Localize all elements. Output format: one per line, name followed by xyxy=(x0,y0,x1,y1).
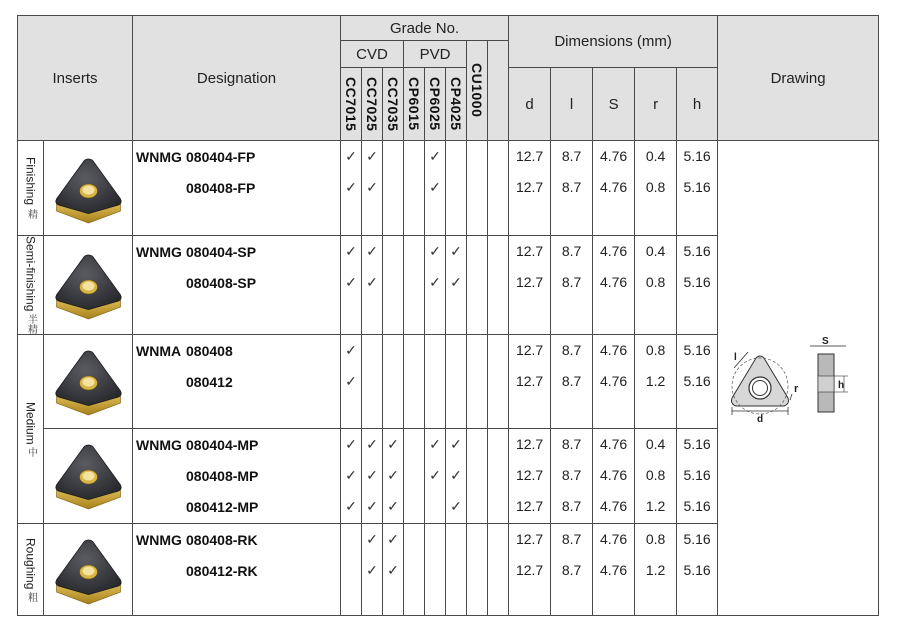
dim-value-s: 4.76 xyxy=(599,179,628,195)
grade-no-header: Grade No. xyxy=(341,16,509,41)
dim-value-l: 8.7 xyxy=(561,342,582,359)
dim-value-s: 4.76 xyxy=(599,531,628,548)
grade-check xyxy=(467,460,487,491)
dim-cell xyxy=(635,335,677,429)
grade-cell xyxy=(446,524,467,616)
category-roughing: Roughing粗 xyxy=(18,524,44,616)
grade-check xyxy=(488,524,508,555)
dim-value-d: 12.7 xyxy=(515,467,544,484)
dim-value-l: 8.7 xyxy=(561,531,582,548)
grade-cell xyxy=(467,335,488,429)
dim-cell xyxy=(509,236,551,335)
grade-cell xyxy=(467,524,488,616)
dim-value-r: 0.8 xyxy=(645,467,666,484)
grade-check xyxy=(467,236,487,267)
grade-cell xyxy=(488,429,509,524)
grade-check: ✓ xyxy=(345,436,357,453)
grade-check: ✓ xyxy=(345,148,357,164)
insert-image-medium-mp xyxy=(44,429,133,524)
inserts-table xyxy=(17,15,879,616)
grade-check: ✓ xyxy=(429,243,441,259)
grade-check xyxy=(488,172,508,203)
grade-cell xyxy=(404,335,425,429)
grade-cc7035-header: CC7035 xyxy=(383,68,404,141)
grade-check: ✓ xyxy=(387,436,399,453)
dim-cell xyxy=(593,524,635,616)
grade-check: ✓ xyxy=(387,498,399,515)
dim-cell xyxy=(509,429,551,524)
designation-header: Designation xyxy=(133,16,341,141)
grade-check xyxy=(467,429,487,460)
grade-check: ✓ xyxy=(387,562,399,579)
grade-cell xyxy=(446,141,467,236)
dim-value-h: 5.16 xyxy=(683,436,711,453)
grade-cell xyxy=(425,236,446,335)
grade-check xyxy=(446,172,466,203)
grade-cell xyxy=(362,141,383,236)
grade-check: ✓ xyxy=(345,243,357,259)
grade-check xyxy=(488,491,508,522)
dim-r-header: r xyxy=(635,68,677,141)
designation-row: 080408-FP xyxy=(186,179,256,196)
dim-value-s: 4.76 xyxy=(599,373,628,390)
grade-check: ✓ xyxy=(366,148,378,164)
grade-cu1000-header: CU1000 xyxy=(467,41,488,141)
dim-cell xyxy=(635,524,677,616)
dim-value-d: 12.7 xyxy=(515,436,544,453)
grade-cell xyxy=(362,524,383,616)
designation-row: 080412 xyxy=(186,373,233,390)
grade-check xyxy=(488,236,508,267)
grade-check: ✓ xyxy=(387,467,399,484)
grade-check xyxy=(425,524,445,555)
dim-value-h: 5.16 xyxy=(683,243,711,259)
grade-cell xyxy=(383,429,404,524)
grade-check xyxy=(362,335,382,366)
dim-value-l: 8.7 xyxy=(561,373,582,390)
dim-cell xyxy=(593,236,635,335)
dim-value-h: 5.16 xyxy=(683,373,711,390)
dim-value-h: 5.16 xyxy=(683,342,711,359)
dim-cell xyxy=(677,236,718,335)
grade-cell xyxy=(404,524,425,616)
drawing-label-d: d xyxy=(757,414,764,426)
grade-check: ✓ xyxy=(429,467,441,484)
grade-check: ✓ xyxy=(345,498,357,515)
grade-check: ✓ xyxy=(450,467,462,484)
grade-cell xyxy=(383,335,404,429)
grade-check xyxy=(425,491,445,522)
grade-cell xyxy=(446,236,467,335)
dim-value-d: 12.7 xyxy=(515,342,544,359)
drawing-label-h: h xyxy=(838,380,845,392)
drawing-label-l: l xyxy=(734,352,737,364)
grade-check xyxy=(404,429,424,460)
insert-image-semi-finishing xyxy=(44,236,133,335)
grade-cell xyxy=(341,524,362,616)
grade-check xyxy=(341,555,361,586)
dim-value-s: 4.76 xyxy=(599,436,628,453)
grade-cell xyxy=(341,335,362,429)
dim-cell xyxy=(509,524,551,616)
dim-cell xyxy=(509,335,551,429)
grade-cell xyxy=(488,236,509,335)
designation-row: 080408-SP xyxy=(186,274,257,291)
grade-check xyxy=(446,335,466,366)
designation-roughing xyxy=(133,524,341,616)
pvd-header: PVD xyxy=(404,41,467,68)
dim-value-l: 8.7 xyxy=(561,148,582,164)
dim-value-r: 0.8 xyxy=(645,531,666,548)
grade-check: ✓ xyxy=(366,562,378,579)
grade-cell xyxy=(341,141,362,236)
grade-check xyxy=(446,555,466,586)
grade-check xyxy=(467,172,487,203)
dim-cell xyxy=(551,335,593,429)
grade-cell xyxy=(383,236,404,335)
grade-cell xyxy=(425,141,446,236)
dim-value-h: 5.16 xyxy=(683,467,711,484)
grade-check: ✓ xyxy=(429,436,441,453)
grade-check: ✓ xyxy=(366,243,378,259)
grade-cell xyxy=(362,236,383,335)
drawing-label-r: r xyxy=(794,383,799,396)
grade-check xyxy=(467,141,487,172)
dim-value-s: 4.76 xyxy=(599,342,628,359)
dim-cell xyxy=(509,141,551,236)
grade-cc7015-header: CC7015 xyxy=(341,68,362,141)
grade-cell xyxy=(467,141,488,236)
grade-check: ✓ xyxy=(429,148,441,164)
dimension-drawing xyxy=(718,308,878,448)
dim-value-d: 12.7 xyxy=(515,373,544,390)
category-finishing: Finishing精 xyxy=(18,141,44,236)
dim-value-s: 4.76 xyxy=(599,498,628,515)
dim-value-l: 8.7 xyxy=(561,243,582,259)
grade-cell xyxy=(404,141,425,236)
dim-value-d: 12.7 xyxy=(515,179,544,195)
dim-value-r: 1.2 xyxy=(645,373,666,390)
dim-value-r: 0.8 xyxy=(645,179,666,195)
grade-check: ✓ xyxy=(450,436,462,453)
grade-check xyxy=(488,429,508,460)
grade-check xyxy=(446,366,466,397)
dim-value-r: 0.4 xyxy=(645,148,666,164)
grade-check xyxy=(488,267,508,298)
dim-value-s: 4.76 xyxy=(599,148,628,164)
dim-value-s: 4.76 xyxy=(599,467,628,484)
grade-check xyxy=(488,460,508,491)
insert-image-roughing xyxy=(44,524,133,616)
grade-check xyxy=(383,141,403,172)
grade-check xyxy=(425,335,445,366)
grade-cp6025-header: CP6025 xyxy=(425,68,446,141)
grade-check xyxy=(467,524,487,555)
grade-check: ✓ xyxy=(429,179,441,195)
dim-value-r: 0.8 xyxy=(645,342,666,359)
grade-check xyxy=(404,335,424,366)
dim-value-s: 4.76 xyxy=(599,274,628,290)
grade-check: ✓ xyxy=(345,467,357,484)
grade-check xyxy=(383,172,403,203)
dim-value-l: 8.7 xyxy=(561,436,582,453)
designation-row: 080408-MP xyxy=(186,467,259,484)
dim-value-r: 1.2 xyxy=(645,498,666,515)
grade-cp6015-header: CP6015 xyxy=(404,68,425,141)
grade-check xyxy=(383,267,403,298)
grade-check xyxy=(341,524,361,555)
grade-check xyxy=(404,267,424,298)
grade-check: ✓ xyxy=(345,274,357,290)
dim-cell xyxy=(635,236,677,335)
grade-check xyxy=(467,491,487,522)
grade-check xyxy=(488,366,508,397)
dim-value-h: 5.16 xyxy=(683,148,711,164)
designation-row: WNMA 080408 xyxy=(136,342,233,359)
dim-value-r: 0.8 xyxy=(645,274,666,290)
grade-check xyxy=(488,141,508,172)
grade-check xyxy=(467,267,487,298)
grade-cell xyxy=(383,524,404,616)
inserts-header: Inserts xyxy=(18,16,133,141)
group-finishing xyxy=(18,141,879,236)
grade-check xyxy=(467,335,487,366)
grade-check: ✓ xyxy=(450,498,462,515)
grade-check: ✓ xyxy=(366,179,378,195)
grade-blank-header xyxy=(488,41,509,141)
grade-cell xyxy=(404,236,425,335)
dim-value-d: 12.7 xyxy=(515,562,544,579)
grade-cell xyxy=(467,236,488,335)
grade-check: ✓ xyxy=(345,179,357,195)
grade-cell xyxy=(425,335,446,429)
grade-check: ✓ xyxy=(450,243,462,259)
grade-check: ✓ xyxy=(366,531,378,548)
designation-row: WNMG 080408-RK xyxy=(136,531,258,548)
grade-check xyxy=(383,366,403,397)
dim-value-h: 5.16 xyxy=(683,562,711,579)
grade-cell xyxy=(488,335,509,429)
grade-check: ✓ xyxy=(366,498,378,515)
designation-medium-wnma xyxy=(133,335,341,429)
grade-check xyxy=(404,141,424,172)
dim-value-d: 12.7 xyxy=(515,243,544,259)
grade-cc7025-header: CC7025 xyxy=(362,68,383,141)
grade-check: ✓ xyxy=(366,467,378,484)
insert-image-finishing xyxy=(44,141,133,236)
dim-value-d: 12.7 xyxy=(515,148,544,164)
grade-check xyxy=(488,555,508,586)
grade-check xyxy=(404,172,424,203)
grade-cell xyxy=(341,236,362,335)
dim-cell xyxy=(551,236,593,335)
dim-value-l: 8.7 xyxy=(561,274,582,290)
dim-h-header: h xyxy=(677,68,718,141)
grade-check xyxy=(362,366,382,397)
grade-cell xyxy=(404,429,425,524)
grade-cell xyxy=(362,429,383,524)
category-medium: Medium中 xyxy=(18,335,44,524)
grade-cell xyxy=(488,524,509,616)
dim-l-header: l xyxy=(551,68,593,141)
grade-check xyxy=(425,555,445,586)
grade-check: ✓ xyxy=(387,531,399,548)
grade-check xyxy=(383,335,403,366)
grade-cell xyxy=(446,429,467,524)
grade-check xyxy=(404,366,424,397)
dim-cell xyxy=(593,335,635,429)
insert-image-medium-wnma xyxy=(44,335,133,429)
designation-row: WNMG 080404-MP xyxy=(136,436,259,453)
drawing-label-s: S xyxy=(822,336,829,348)
dim-cell xyxy=(551,429,593,524)
grade-check xyxy=(383,236,403,267)
grade-check xyxy=(404,460,424,491)
dim-value-h: 5.16 xyxy=(683,498,711,515)
grade-check xyxy=(488,335,508,366)
grade-cell xyxy=(362,335,383,429)
grade-check: ✓ xyxy=(345,342,357,359)
dim-s-header: S xyxy=(593,68,635,141)
dim-cell xyxy=(593,141,635,236)
dim-value-h: 5.16 xyxy=(683,531,711,548)
dim-cell xyxy=(677,335,718,429)
grade-check xyxy=(425,366,445,397)
grade-check: ✓ xyxy=(366,436,378,453)
grade-check: ✓ xyxy=(429,274,441,290)
designation-row: WNMG 080404-SP xyxy=(136,243,257,260)
dim-value-s: 4.76 xyxy=(599,562,628,579)
grade-cell xyxy=(341,429,362,524)
dim-value-h: 5.16 xyxy=(683,179,711,195)
dim-cell xyxy=(593,429,635,524)
dim-cell xyxy=(677,141,718,236)
grade-check xyxy=(404,555,424,586)
designation-finishing xyxy=(133,141,341,236)
dim-d-header: d xyxy=(509,68,551,141)
category-semi-finishing: Semi-finishing半精 xyxy=(18,236,44,335)
dim-value-r: 0.4 xyxy=(645,436,666,453)
designation-row: 080412-MP xyxy=(186,498,259,515)
dim-cell xyxy=(677,429,718,524)
grade-cell xyxy=(467,429,488,524)
grade-check xyxy=(467,555,487,586)
designation-row: 080412-RK xyxy=(186,562,258,579)
grade-cell xyxy=(425,429,446,524)
dim-value-d: 12.7 xyxy=(515,531,544,548)
grade-check: ✓ xyxy=(366,274,378,290)
dim-cell xyxy=(635,429,677,524)
grade-check xyxy=(404,236,424,267)
grade-check: ✓ xyxy=(345,373,357,390)
dim-value-l: 8.7 xyxy=(561,179,582,195)
drawing-header: Drawing xyxy=(718,16,879,141)
cvd-header: CVD xyxy=(341,41,404,68)
grade-check xyxy=(467,366,487,397)
dim-value-r: 1.2 xyxy=(645,562,666,579)
grade-cell xyxy=(383,141,404,236)
dim-value-l: 8.7 xyxy=(561,498,582,515)
dim-cell xyxy=(551,524,593,616)
dim-value-s: 4.76 xyxy=(599,243,628,259)
grade-check: ✓ xyxy=(450,274,462,290)
grade-cell xyxy=(425,524,446,616)
grade-cell xyxy=(446,335,467,429)
grade-check xyxy=(404,524,424,555)
dim-cell xyxy=(677,524,718,616)
dim-value-d: 12.7 xyxy=(515,498,544,515)
dim-value-l: 8.7 xyxy=(561,562,582,579)
designation-semi-finishing xyxy=(133,236,341,335)
grade-check xyxy=(446,141,466,172)
dim-value-d: 12.7 xyxy=(515,274,544,290)
dim-value-r: 0.4 xyxy=(645,243,666,259)
designation-medium-mp xyxy=(133,429,341,524)
dimensions-header: Dimensions (mm) xyxy=(509,16,718,68)
insert-drawing xyxy=(718,141,879,616)
grade-check xyxy=(404,491,424,522)
designation-row: WNMG 080404-FP xyxy=(136,148,256,165)
grade-cp4025-header: CP4025 xyxy=(446,68,467,141)
dim-value-h: 5.16 xyxy=(683,274,711,290)
dim-value-l: 8.7 xyxy=(561,467,582,484)
grade-check xyxy=(446,524,466,555)
dim-cell xyxy=(635,141,677,236)
dim-cell xyxy=(551,141,593,236)
grade-cell xyxy=(488,141,509,236)
